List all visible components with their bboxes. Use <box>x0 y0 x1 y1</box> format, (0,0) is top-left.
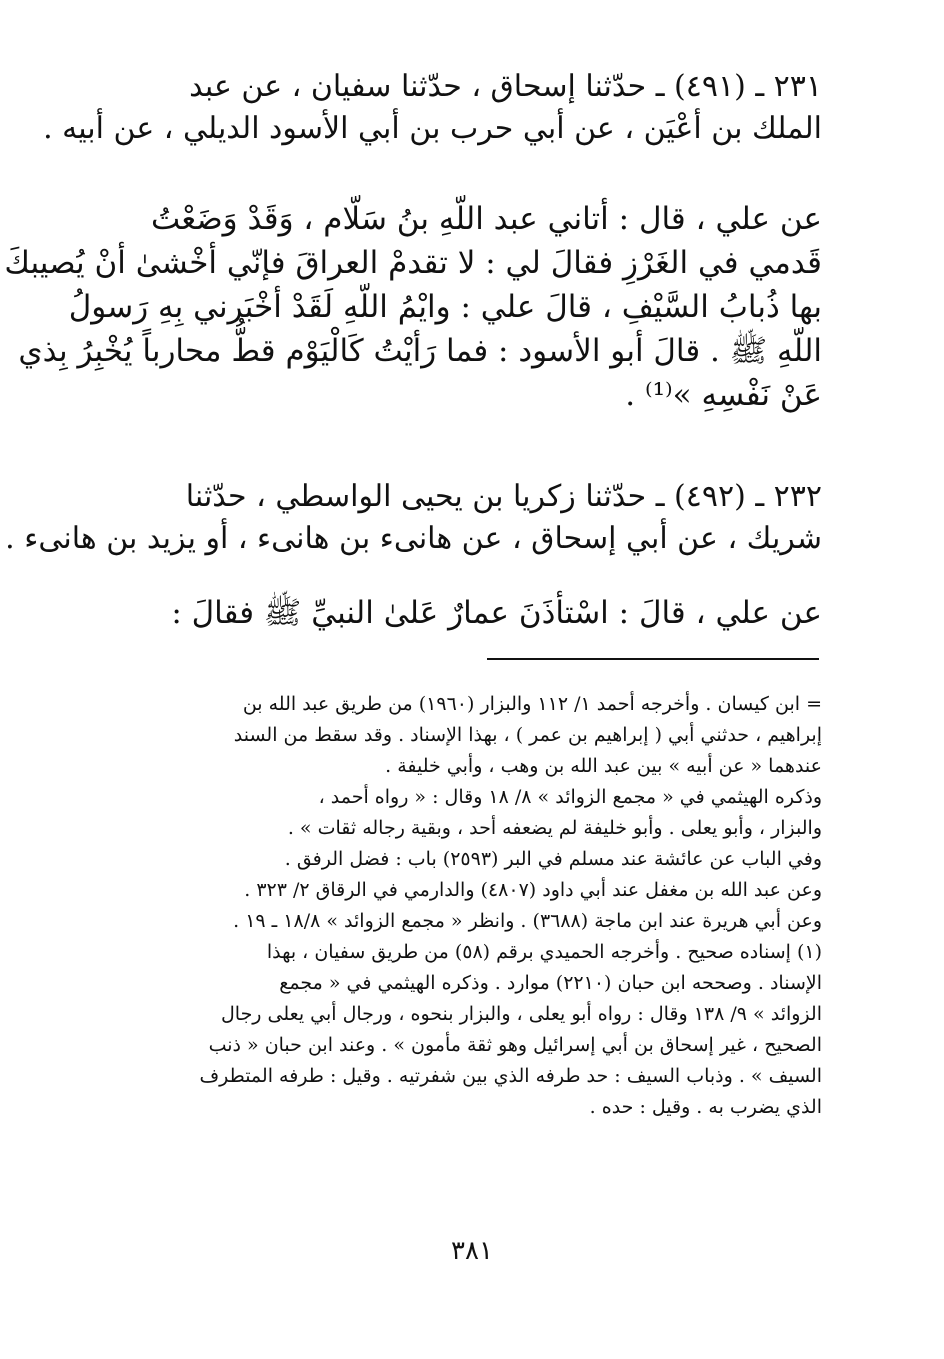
text-line: عَنْ نَفْسِهِ »⁽¹⁾ . <box>625 377 822 413</box>
text-line: ٢٣١ ـ (٤٩١) ـ حدّثنا إسحاق ، حدّثنا سفيان ، عن عبد <box>189 69 822 104</box>
footnote-line: الذي يضرب به . وقيل : حده . <box>589 1096 822 1118</box>
footnote-line: وعن أبي هريرة عند ابن ماجة (٣٦٨٨) . وانظر « مجمع الزوائد » ١٨/٨ ـ ١٩ . <box>233 910 822 932</box>
footnote-separator <box>487 658 819 660</box>
hadith-232-matn <box>128 591 822 635</box>
text-line: عن علي ، قالَ : اسْتأذَنَ عمارٌ عَلىٰ النبيِّ ﷺ فقالَ : <box>171 595 822 631</box>
text-line: الملك بن أعْيَن ، عن أبي حرب بن أبي الأسود الديلي ، عن أبيه . <box>43 111 822 146</box>
footnote-line: إبراهيم ، حدثني أبي ( إبراهيم بن عمر ) ، بهذا الإسناد . وقد سقط من السند <box>233 724 822 746</box>
text-line: بها ذُبابُ السَّيْفِ ، قالَ علي : وايْمُ اللّهِ لَقَدْ أخْبَرني بِهِ رَسولُ <box>68 289 822 325</box>
footnote-line: وفي الباب عن عائشة عند مسلم في البر (٢٥٩٣) باب : فضل الرفق . <box>284 848 822 870</box>
footnote-line: والبزار ، وأبو يعلى . وأبو خليفة لم يضعفه أحد ، وبقية رجاله ثقات » . <box>287 817 822 839</box>
hadith-231-matn <box>4 197 822 417</box>
text-line: اللّهِ ﷺ . قالَ أبو الأسود : فما رَأيْتُ كَالْيَوْم قطُّ محارباً يُخْبِرُ بِذي <box>18 333 822 369</box>
hadith-232-isnad <box>5 476 822 560</box>
text-line: شريك ، عن أبي إسحاق ، عن هانىء بن هانىء ، أو يزيد بن هانىء . <box>5 521 822 556</box>
text-line: ٢٣٢ ـ (٤٩٢) ـ حدّثنا زكريا بن يحيى الواسطي ، حدّثنا <box>185 479 822 514</box>
page-number: ٣٨١ <box>451 1236 493 1266</box>
footnote-line: وعن عبد الله بن مغفل عند أبي داود (٤٨٠٧) والدارمي في الرقاق ٢/ ٣٢٣ . <box>244 879 822 901</box>
footnotes <box>128 689 822 1123</box>
footnote-line: الزوائد » ٩/ ١٣٨ وقال : رواه أبو يعلى ، والبزار بنحوه ، ورجال أبي يعلى رجال <box>220 1003 822 1025</box>
footnote-line: وذكره الهيثمي في « مجمع الزوائد » ٨/ ١٨ وقال : « رواه أحمد ، <box>318 786 822 808</box>
footnote-line: عندهما « عن أبيه » بين عبد الله بن وهب ، وأبي خليفة . <box>385 755 822 777</box>
footnote-line: السيف » . وذباب السيف : حد طرفه الذي بين شفرتيه . وقيل : طرفه المتطرف <box>199 1065 822 1087</box>
footnote-line: (١) إسناده صحيح . وأخرجه الحميدي برقم (٥٨) من طريق سفيان ، بهذا <box>266 941 822 963</box>
text-line: عن علي ، قال : أتاني عبد اللّهِ بنُ سَلّام ، وَقَدْ وَضَعْتُ <box>150 201 822 237</box>
footnote-line: الإسناد . وصححه ابن حبان (٢٢١٠) موارد . وذكره الهيثمي في « مجمع <box>279 972 822 994</box>
footnote-line: الصحيح ، غير إسحاق بن أبي إسرائيل وهو ثقة مأمون » . وعند ابن حبان « ذنب <box>208 1034 822 1056</box>
text-line: قَدمي في الغَرْزِ فقالَ لي : لا تقدمْ العراقَ فإنّي أخْشىٰ أنْ يُصيبكَ <box>4 245 822 281</box>
hadith-231-isnad <box>43 66 822 150</box>
footnote-line: = ابن كيسان . وأخرجه أحمد ١/ ١١٢ والبزار (١٩٦٠) من طريق عبد الله بن <box>242 693 822 715</box>
